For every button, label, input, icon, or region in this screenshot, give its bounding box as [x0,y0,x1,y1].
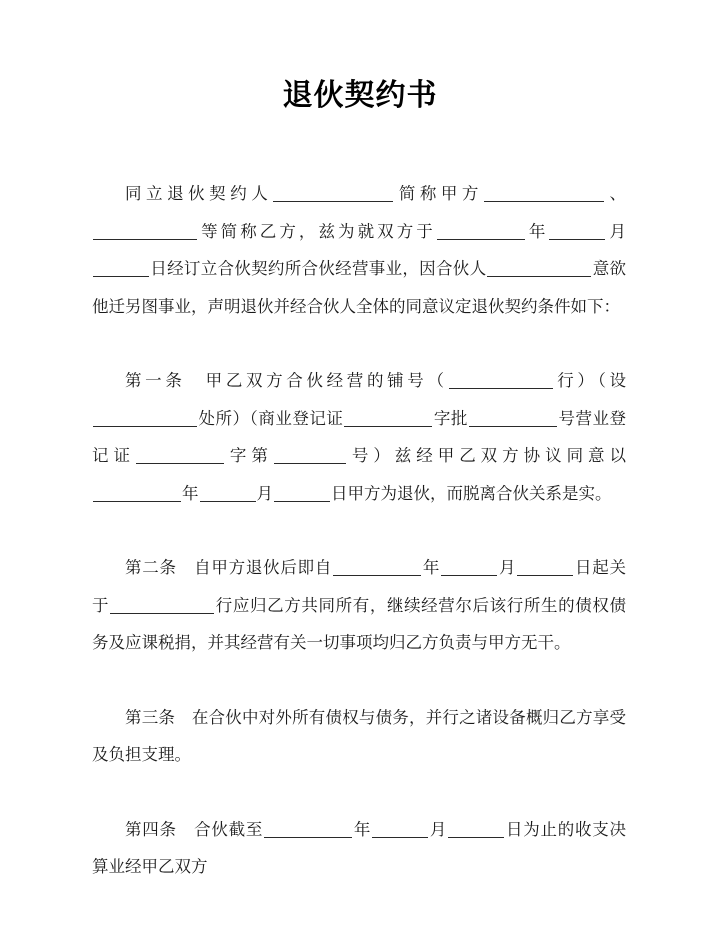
fill-in-blank[interactable] [274,486,330,502]
fill-in-blank[interactable] [487,261,591,277]
fill-in-blank[interactable] [333,560,421,576]
text-run: 月 [606,222,626,241]
text-run: 意欲他迁另图事业，声明退伙并经合伙人全体的同意议定退伙契约条件如下： [92,260,627,316]
fill-in-blank[interactable] [437,224,525,240]
fill-in-blank[interactable] [93,411,197,427]
text-run: 甲乙双方合伙经营的铺号（ [205,372,448,390]
text-run: 在合伙中对外所有债权与债务，并行之诸设备概归乙方享受及负担支理。 [92,708,627,764]
fill-in-blank[interactable] [484,186,604,202]
text-run: 日甲方为退伙，而脱离合伙关系是实。 [331,484,612,503]
fill-in-blank[interactable] [448,822,504,838]
text-run: 月 [256,484,273,503]
fill-in-blank[interactable] [441,560,497,576]
fill-in-blank[interactable] [93,261,149,277]
article-paragraph-1 [92,363,626,513]
document-body [92,176,626,887]
text-run: 行）（设 [553,372,627,390]
fill-in-blank[interactable] [517,560,573,576]
text-run: 年 [353,820,372,839]
paragraph-spacer [92,775,626,812]
text-run: 年 [525,222,549,241]
fill-in-blank[interactable] [200,486,256,502]
text-run: 简称甲方 [394,185,483,203]
text-run: 月 [498,559,517,577]
text-run: 日为止的收支决算业经甲乙双方 [92,820,627,876]
text-run: 字批 [433,409,468,428]
fill-in-blank[interactable] [264,822,352,838]
text-run: 日起关于 [92,559,627,615]
fill-in-blank[interactable] [344,411,432,427]
text-run: 字第 [224,447,273,465]
text-run: 处所）（商业登记证 [198,409,344,428]
text-run: 号营业登记证 [92,409,627,465]
text-run: 号）兹经甲乙双方协议同意以 [346,447,627,465]
fill-in-blank[interactable] [110,598,214,614]
fill-in-blank[interactable] [93,224,197,240]
preamble-paragraph [92,176,626,326]
fill-in-blank[interactable] [549,224,605,240]
article-label: 第二条 [125,559,195,577]
text-run: 自甲方退伙后即自 [194,559,333,577]
text-run: 日经订立合伙契约所合伙经营事业，因合伙人 [150,260,487,278]
fill-in-blank[interactable] [469,411,557,427]
fill-in-blank[interactable] [93,486,181,502]
fill-in-blank[interactable] [136,448,224,464]
article-label: 第四条 [125,820,195,839]
text-run: 、 [604,185,627,203]
paragraph-spacer [92,326,626,363]
article-paragraph-4 [92,812,626,887]
article-paragraph-2 [92,550,626,663]
fill-in-blank[interactable] [273,186,393,202]
text-run: 行应归乙方共同所有，继续经营尔后该行所生的债权债务及应课税捐，并其经营有关一切事项均归乙方负责与甲方无干。 [92,596,627,652]
fill-in-blank[interactable] [274,448,346,464]
article-label: 第一条 [125,372,206,390]
article-label: 第三条 [125,708,192,727]
text-run: 等简称乙方，兹为就双方于 [198,222,436,241]
fill-in-blank[interactable] [449,373,553,389]
text-run: 年 [422,559,441,577]
text-run: 合伙截至 [194,820,264,839]
paragraph-spacer [92,513,626,550]
text-run: 月 [429,820,448,839]
paragraph-spacer [92,663,626,700]
text-run: 同立退伙契约人 [125,185,273,203]
document-title: 退伙契约书 [282,79,438,112]
text-run: 年 [182,484,199,503]
fill-in-blank[interactable] [372,822,428,838]
article-paragraph-3 [92,700,626,775]
